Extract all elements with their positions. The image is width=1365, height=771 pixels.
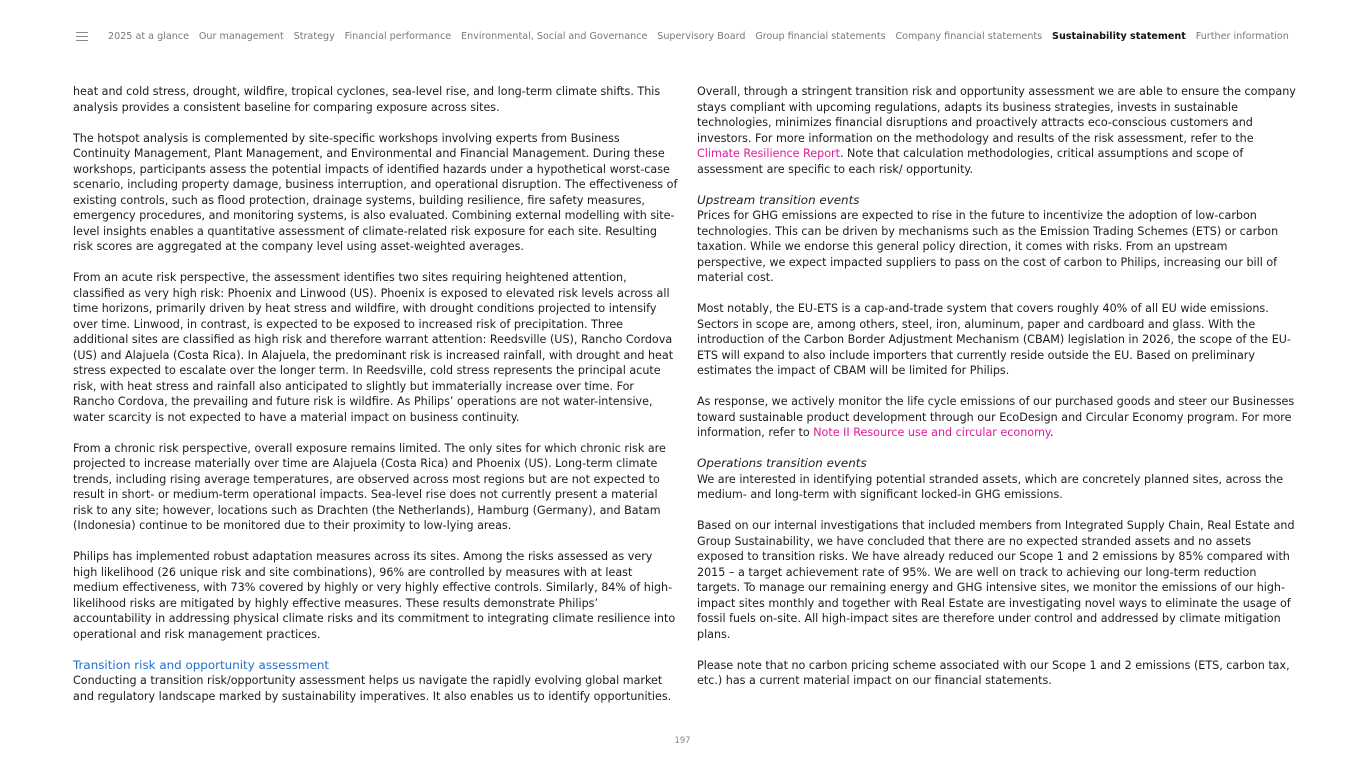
- paragraph: [697, 84, 1297, 177]
- page-number: 197: [674, 735, 691, 745]
- paragraph: Philips has implemented robust adaptation measures across its sites. Among the risks assessed as very high likelihood (26 unique risk and site combinations), 96% are controlled by measures with at least medium effectiveness, with 73% covered by highly or very highly effective controls. Similarly, 84% of high-likelihood risks are mitigated by highly effective measures. These results demonstrate Philips’ accountability in addressing physical climate risks and its commitment to integrating climate resilience into operational and risk management practices.: [73, 550, 676, 641]
- hamburger-icon[interactable]: [76, 32, 88, 42]
- text: As response, we actively monitor the life cycle emissions of our purchased goods and steer our Businesses toward sustainable product development through our EcoDesign and Circular Economy program. For more information, refer to: [697, 395, 1295, 439]
- paragraph: From a chronic risk perspective, overall exposure remains limited. The only sites for which chronic risk are projected to increase materially over time are Alajuela (Costa Rica) and Phoenix (US). Long-term climate trends, including rising average temperatures, are observed across most regions but are not expected to result in short- or medium-term operational impacts. Sea-level rise does not currently present a material risk to any site; however, locations such as Drachten (the Netherlands), Hamburg (Germany), and Batam (Indonesia) continue to be monitored due to their proximity to low-lying areas.: [73, 441, 666, 532]
- top-navigation: [0, 0, 1365, 74]
- nav-items: [108, 31, 1289, 42]
- text: Overall, through a stringent transition risk and opportunity assessment we are able to ensure the company stays compliant with upcoming regulations, adapts its business strategies, invests in sustainable technologies, minimizes financial disruptions and proactively attracts eco-conscious customers and investors. For more information on the methodology and results of the risk assessment, refer to the: [697, 85, 1296, 145]
- paragraph: Prices for GHG emissions are expected to rise in the future to incentivize the adoption of low-carbon technologies. This can be driven by mechanisms such as the Emission Trading Schemes (ETS) or carbon taxation. While we endorse this general policy direction, it comes with risks. From an upstream perspective, we expect impacted suppliers to pass on the cost of carbon to Philips, increasing our bill of material cost.: [697, 209, 1279, 284]
- paragraph: We are interested in identifying potential stranded assets, which are concretely planned sites, across the medium- and long-term with significant locked-in GHG emissions.: [697, 472, 1284, 501]
- nav-item-management[interactable]: Our management: [198, 31, 284, 42]
- nav-item-esg[interactable]: Environmental, Social and Governance: [461, 31, 648, 42]
- climate-resilience-report-link[interactable]: Climate Resilience Report: [697, 147, 840, 160]
- paragraph: Please note that no carbon pricing scheme associated with our Scope 1 and 2 emissions (ETS, carbon tax, etc.) has a current material impact on our financial statements.: [697, 658, 1290, 687]
- nav-item-sustainability-statement[interactable]: Sustainability statement: [1052, 31, 1186, 42]
- paragraph: Based on our internal investigations that included members from Integrated Supply Chain, Real Estate and Group Sustainability, we have concluded that there are no expected stranded assets and no assets exposed to transition risks. We have already reduced our Scope 1 and 2 emissions by 85% compared with 2015 – a target achievement rate of 95%. We are well on track to achieving our long-term reduction targets. To manage our remaining energy and GHG intensive sites, we monitor the emissions of our high-impact sites monthly and together with Real Estate are investigating novel ways to eliminate the usage of fossil fuels on-site. All high-impact sites are therefore under control and addressed by climate mitigation plans.: [697, 519, 1295, 641]
- paragraph: heat and cold stress, drought, wildfire, tropical cyclones, sea-level rise, and long-term climate shifts. This analysis provides a consistent baseline for comparing exposure across sites.: [73, 85, 661, 114]
- nav-item-financial-performance[interactable]: Financial performance: [344, 31, 452, 42]
- left-column: [73, 84, 678, 720]
- text: .: [1049, 426, 1054, 439]
- paragraph: Conducting a transition risk/opportunity assessment helps us navigate the rapidly evolving global market and regulatory landscape marked by sustainability imperatives. It also enables us to identify opportunities.: [73, 674, 672, 703]
- subsection-heading: Upstream transition events: [697, 192, 860, 207]
- nav-item-supervisory-board[interactable]: Supervisory Board: [657, 31, 746, 42]
- paragraph: From an acute risk perspective, the assessment identifies two sites requiring heightened attention, classified as very high risk: Phoenix and Linwood (US). Phoenix is exposed to elevated risk levels across all time horizons, primarily driven by heat stress and wildfire, with drought conditions projected to intensify over time. Linwood, in contrast, is expected to be exposed to increased risk of precipitation. Three additional sites are classified as high risk and therefore warrant attention: Reedsville (US), Rancho Cordova (US) and Alajuela (Costa Rica). In Alajuela, the predominant risk is increased rainfall, with drought and heat stress expected to escalate over the longer term. In Reedsville, cold stress represents the principal acute risk, with heat stress and rainfall also anticipated to slightly but immaterially increase over time. For Rancho Cordova, the prevailing and future risk is wildfire. As Philips’ operations are not water-intensive, water scarcity is not expected to have a material impact on business continuity.: [73, 271, 674, 424]
- right-column: [697, 84, 1297, 704]
- nav-item-group-financial-statements[interactable]: Group financial statements: [755, 31, 886, 42]
- paragraph: [697, 394, 1297, 441]
- paragraph: The hotspot analysis is complemented by site-specific workshops involving experts from Business Continuity Management, Plant Management, and Environmental and Financial Management. During these workshops, participants assess the potential impacts of identified hazards under a hypothetical worst-case scenario, including property damage, business interruption, and operational disruption. The effectiveness of existing controls, such as flood protection, drainage systems, building resilience, fire safety measures, emergency procedures, and monitoring systems, is also evaluated. Combining external modelling with site-level insights enables a quantitative assessment of climate-related risk exposure for each site. Resulting risk scores are aggregated at the company level using asset-weighted averages.: [73, 131, 678, 253]
- nav-item-glance[interactable]: 2025 at a glance: [108, 31, 189, 42]
- subsection-heading: Operations transition events: [697, 456, 867, 470]
- section-heading: Transition risk and opportunity assessment: [73, 657, 330, 672]
- nav-item-strategy[interactable]: Strategy: [293, 31, 335, 42]
- nav-item-company-financial-statements[interactable]: Company financial statements: [895, 31, 1043, 42]
- resource-use-note-link[interactable]: Note II Resource use and circular economy: [813, 426, 1050, 439]
- text: . Note that calculation methodologies, critical assumptions and scope of assessment are specific to each risk/ opportunity.: [697, 147, 1244, 176]
- nav-item-further-information[interactable]: Further information: [1195, 31, 1289, 42]
- paragraph: Most notably, the EU-ETS is a cap-and-trade system that covers roughly 40% of all EU wide emissions. Sectors in scope are, among others, steel, iron, aluminum, paper and cardboard and glass. With the introduction of the Carbon Border Adjustment Mechanism (CBAM) legislation in 2026, the scope of the EU-ETS will expand to also include importers that currently reside outside the EU. Based on preliminary estimates the impact of CBAM will be limited for Philips.: [697, 302, 1291, 377]
